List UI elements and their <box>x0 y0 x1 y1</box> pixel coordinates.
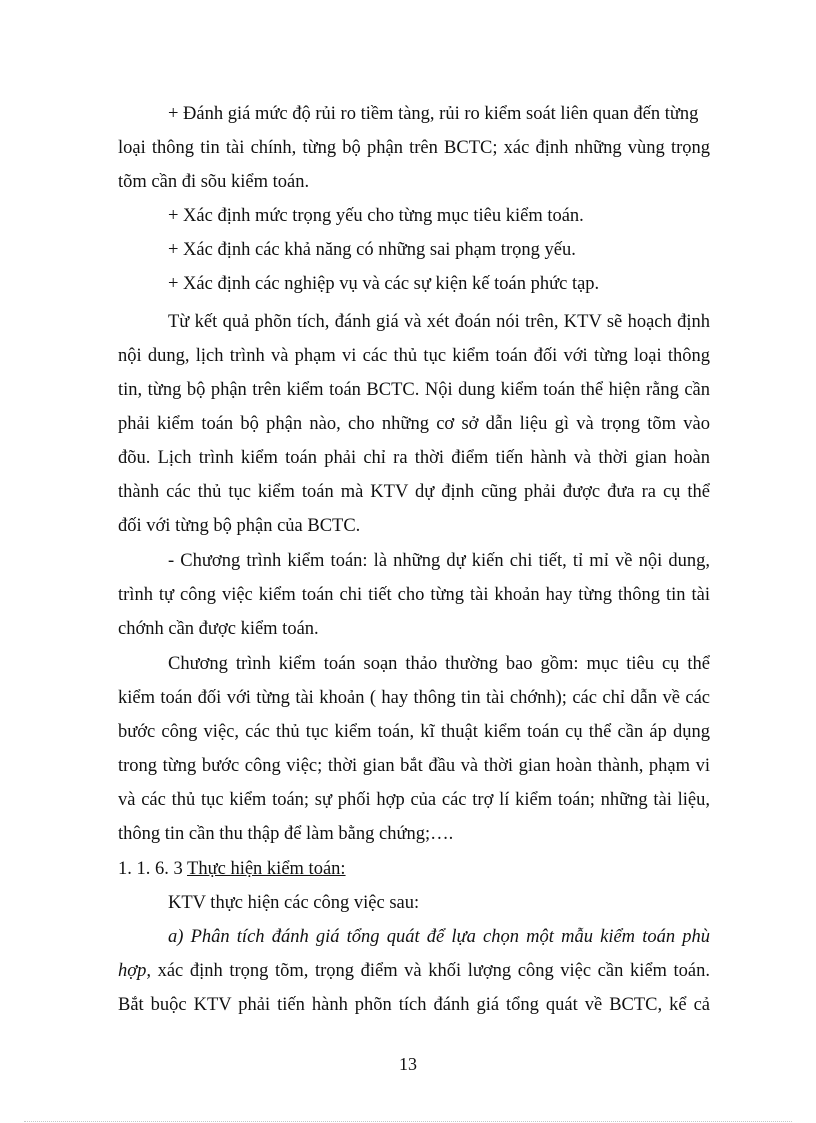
text-line: đối với từng bộ phận của BCTC. <box>118 516 361 536</box>
paragraph-planning-start: Từ kết quả phõn tích, đánh giá và xét đoán nói trên, KTV sẽ hoạch định <box>168 312 710 332</box>
text-line: thông tin cần thu thập để làm bằng chứng;…. <box>118 824 454 844</box>
text-line <box>118 954 710 988</box>
text-line: chớnh cần được kiểm toán. <box>118 619 319 639</box>
text-line: và các thủ tục kiểm toán; sự phối hợp của các trợ lí kiểm toán; những tài liệu, <box>118 790 710 810</box>
text-line: đõu. Lịch trình kiểm toán phải chỉ ra thời điểm tiến hành và thời gian hoàn <box>118 448 710 468</box>
section-number: 1. 1. 6. 3 <box>118 859 183 879</box>
bullet-complex-events: + Xác định các nghiệp vụ và các sự kiện kế toán phức tạp. <box>168 274 600 294</box>
section-heading <box>118 852 710 886</box>
paragraph-ktv-tasks: KTV thực hiện các công việc sau: <box>168 893 420 913</box>
footer-divider <box>24 1121 792 1122</box>
text-line: trong từng bước công việc; thời gian bắt đầu và thời gian hoàn thành, phạm vi <box>118 756 710 776</box>
text-line: tin, từng bộ phận trên kiểm toán BCTC. Nội dung kiểm toán thể hiện rằng cần <box>118 380 710 400</box>
text-line: tõm cần đi sõu kiểm toán. <box>118 172 310 192</box>
text-line: trình tự công việc kiểm toán chi tiết cho từng tài khoản hay từng thông tin tài <box>118 585 710 605</box>
paragraph-audit-program: - Chương trình kiểm toán: là những dự kiến chi tiết, tỉ mỉ về nội dung, <box>168 551 710 571</box>
italic-subheading: a) Phân tích đánh giá tổng quát để lựa chọn một mẫu kiểm toán phù <box>168 927 710 947</box>
text-line: loại thông tin tài chính, từng bộ phận trên BCTC; xác định những vùng trọng <box>118 138 710 158</box>
paragraph-program-contents: Chương trình kiểm toán soạn thảo thường bao gồm: mục tiêu cụ thể <box>168 654 710 674</box>
bullet-materiality: + Xác định mức trọng yếu cho từng mục tiêu kiểm toán. <box>168 206 584 226</box>
text-line: thành các thủ tục kiểm toán mà KTV dự định cũng phải được đưa ra cụ thể <box>118 482 710 502</box>
text-line: kiểm toán đối với từng tài khoản ( hay thông tin tài chớnh); các chỉ dẫn về các <box>118 688 710 708</box>
bullet-assess-risk <box>168 97 710 131</box>
text-line: nội dung, lịch trình và phạm vi các thủ tục kiểm toán đối với từng loại thông <box>118 346 710 366</box>
bullet-misstatements: + Xác định các khả năng có những sai phạm trọng yếu. <box>168 240 576 260</box>
text-line-rest: xác định trọng tõm, trọng điểm và khối lượng công việc cần kiểm toán. <box>157 961 710 981</box>
italic-continuation: hợp, <box>118 961 151 981</box>
text-line: Bắt buộc KTV phải tiến hành phõn tích đánh giá tổng quát về BCTC, kể cả <box>118 995 710 1015</box>
section-title: Thực hiện kiểm toán: <box>187 859 346 879</box>
text-line: + Đánh giá mức độ rủi ro tiềm tàng, rủi ro kiểm soát liên quan đến từng <box>168 104 699 124</box>
text-line: phải kiểm toán bộ phận nào, cho những cơ sở dẫn liệu gì và trọng tõm vào <box>118 414 710 434</box>
text-line: bước công việc, các thủ tục kiểm toán, kĩ thuật kiểm toán cụ thể cần áp dụng <box>118 722 710 742</box>
page-number: 13 <box>399 1054 417 1074</box>
